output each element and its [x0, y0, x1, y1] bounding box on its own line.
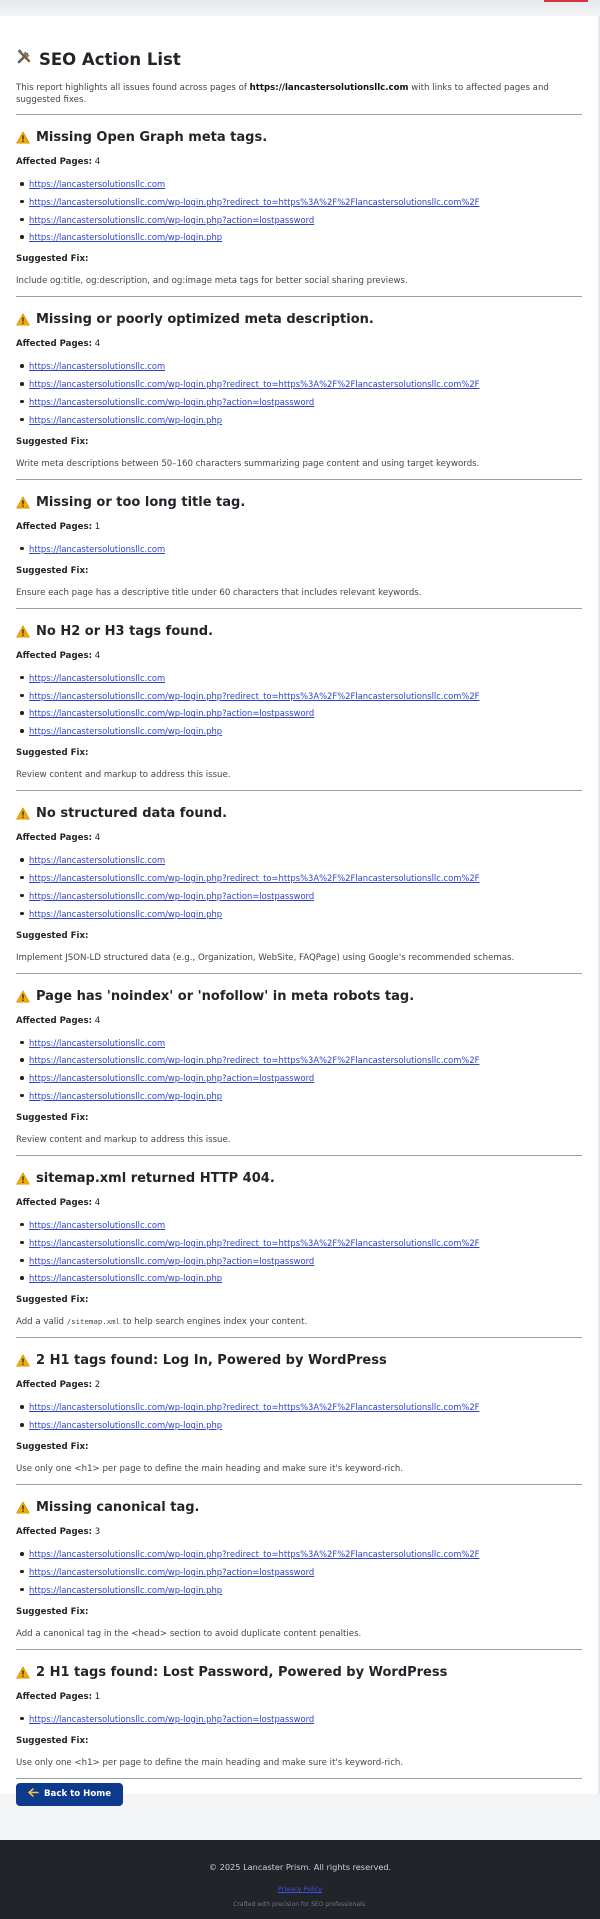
affected-page-list	[16, 1401, 582, 1431]
list-item	[29, 725, 582, 737]
list-item	[29, 854, 582, 866]
list-item	[29, 1090, 582, 1102]
warning-icon	[16, 1172, 30, 1185]
affected-page-link[interactable]: https://lancastersolutionsllc.com/wp-login.php	[29, 1273, 223, 1284]
list-item	[29, 1054, 582, 1066]
affected-pages: Affected Pages: 4	[16, 1197, 101, 1208]
affected-page-link[interactable]: https://lancastersolutionsllc.com	[29, 543, 166, 554]
affected-pages: Affected Pages: 4	[16, 1015, 101, 1026]
affected-count: 4	[94, 1197, 101, 1208]
issue-title: sitemap.xml returned HTTP 404.	[16, 1170, 582, 1187]
list-item	[29, 1072, 582, 1084]
affected-page-link[interactable]: https://lancastersolutionsllc.com/wp-login.php?redirect_to=https%3A%2F%2Flancastersolutionsllc.com%2F	[29, 1549, 480, 1560]
top-accent	[544, 0, 588, 2]
warning-icon	[16, 1354, 30, 1367]
affected-pages: Affected Pages: 2	[16, 1380, 101, 1391]
issue-title: No structured data found.	[16, 805, 582, 822]
list-item	[29, 1237, 582, 1249]
back-to-home-button[interactable]: Back to Home	[16, 1783, 123, 1806]
page-title: SEO Action List	[16, 48, 582, 71]
affected-page-link[interactable]: https://lancastersolutionsllc.com/wp-login.php	[29, 1090, 223, 1101]
affected-page-link[interactable]: https://lancastersolutionsllc.com/wp-login.php?action=lostpassword	[29, 396, 315, 407]
affected-page-link[interactable]: https://lancastersolutionsllc.com/wp-login.php?redirect_to=https%3A%2F%2Flancastersolutionsllc.com%2F	[29, 1402, 480, 1413]
affected-pages: Affected Pages: 4	[16, 157, 101, 167]
affected-page-list	[16, 672, 582, 737]
affected-count: 2	[94, 1380, 101, 1391]
affected-page-list	[16, 1037, 582, 1102]
list-item	[29, 543, 582, 555]
list-item	[29, 196, 582, 208]
back-arrow-icon	[28, 1788, 39, 1800]
affected-count: 4	[94, 339, 101, 350]
affected-page-link[interactable]: https://lancastersolutionsllc.com/wp-login.php?action=lostpassword	[29, 890, 315, 901]
affected-page-link[interactable]: https://lancastersolutionsllc.com/wp-login.php?redirect_to=https%3A%2F%2Flancastersolutionsllc.com%2F	[29, 872, 480, 883]
affected-page-link[interactable]: https://lancastersolutionsllc.com/wp-login.php?redirect_to=https%3A%2F%2Flancastersolutionsllc.com%2F	[29, 1055, 480, 1066]
inline-code: /sitemap.xml	[66, 1317, 121, 1327]
affected-page-link[interactable]: https://lancastersolutionsllc.com	[29, 672, 166, 683]
list-item	[29, 378, 582, 390]
issue-section	[16, 1338, 582, 1485]
suggested-fix-text: Review content and markup to address this issue.	[16, 1134, 231, 1145]
intro-text: This report highlights all issues found across pages of https://lancastersolutionsllc.com with links to affected pages and suggested fixes.	[16, 83, 549, 105]
affected-page-link[interactable]: https://lancastersolutionsllc.com	[29, 361, 166, 372]
issue-section	[16, 297, 582, 479]
affected-count: 4	[94, 833, 101, 844]
affected-pages: Affected Pages: 1	[16, 521, 101, 532]
suggested-fix-text: Include og:title, og:description, and og:image meta tags for better social sharing previews.	[16, 276, 408, 287]
suggested-fix-label: Suggested Fix:	[16, 1735, 89, 1746]
affected-page-link[interactable]: https://lancastersolutionsllc.com/wp-login.php?redirect_to=https%3A%2F%2Flancastersolutionsllc.com%2F	[29, 1237, 480, 1248]
site-footer	[0, 1840, 600, 1919]
issue-title: 2 H1 tags found: Lost Password, Powered by WordPress	[16, 1664, 582, 1681]
affected-page-link[interactable]: https://lancastersolutionsllc.com	[29, 179, 166, 189]
footer-tagline: Crafted with precision for SEO professionals.	[233, 1901, 367, 1908]
suggested-fix-text: Use only one <h1> per page to define the main heading and make sure it's keyword-rich.	[16, 1464, 404, 1475]
suggested-fix-label: Suggested Fix:	[16, 1606, 89, 1617]
affected-page-link[interactable]: https://lancastersolutionsllc.com/wp-login.php	[29, 908, 223, 919]
issue-section	[16, 791, 582, 973]
warning-icon	[16, 131, 30, 144]
warning-icon	[16, 496, 30, 509]
issue-title: Missing or too long title tag.	[16, 494, 582, 511]
affected-page-link[interactable]: https://lancastersolutionsllc.com	[29, 855, 166, 866]
list-item	[29, 414, 582, 426]
issue-title: 2 H1 tags found: Log In, Powered by WordPress	[16, 1352, 582, 1369]
issue-title: Missing canonical tag.	[16, 1499, 582, 1516]
tools-icon	[16, 48, 33, 71]
suggested-fix-text: Implement JSON-LD structured data (e.g., Organization, WebSite, FAQPage) using Google's recommended schemas.	[16, 952, 515, 963]
warning-icon	[16, 1501, 30, 1514]
list-item	[29, 1419, 582, 1431]
affected-page-link[interactable]: https://lancastersolutionsllc.com/wp-login.php?action=lostpassword	[29, 1255, 315, 1266]
affected-page-link[interactable]: https://lancastersolutionsllc.com/wp-login.php?action=lostpassword	[29, 1073, 315, 1084]
affected-pages: Affected Pages: 4	[16, 833, 101, 844]
suggested-fix-label: Suggested Fix:	[16, 1112, 89, 1123]
affected-page-list	[16, 178, 582, 243]
suggested-fix-label: Suggested Fix:	[16, 565, 89, 576]
suggested-fix-label: Suggested Fix:	[16, 930, 89, 941]
warning-icon	[16, 1666, 30, 1679]
affected-count: 1	[94, 1691, 101, 1702]
suggested-fix-text: Review content and markup to address this issue.	[16, 770, 231, 781]
warning-icon	[16, 625, 30, 638]
list-item	[29, 672, 582, 684]
suggested-fix-text: Write meta descriptions between 50–160 characters summarizing page content and using target keywords.	[16, 458, 480, 469]
list-item	[29, 1584, 582, 1596]
affected-count: 4	[94, 650, 101, 661]
top-bar	[0, 0, 600, 16]
issue-section	[16, 609, 582, 791]
issue-section	[16, 480, 582, 609]
affected-count: 3	[94, 1527, 101, 1538]
issue-list	[16, 115, 582, 1779]
suggested-fix-label: Suggested Fix:	[16, 1442, 89, 1453]
list-item	[29, 1548, 582, 1560]
issue-title: No H2 or H3 tags found.	[16, 623, 582, 640]
affected-page-list	[16, 543, 582, 555]
site-domain: https://lancastersolutionsllc.com	[249, 83, 409, 93]
affected-page-link[interactable]: https://lancastersolutionsllc.com/wp-login.php	[29, 1420, 223, 1431]
suggested-fix-label: Suggested Fix:	[16, 748, 89, 759]
list-item	[29, 1255, 582, 1267]
affected-count: 4	[94, 1015, 101, 1026]
affected-page-link[interactable]: https://lancastersolutionsllc.com/wp-login.php?redirect_to=https%3A%2F%2Flancastersolutionsllc.com%2F	[29, 379, 480, 390]
suggested-fix-label: Suggested Fix:	[16, 1295, 89, 1306]
affected-pages: Affected Pages: 4	[16, 339, 101, 350]
affected-pages: Affected Pages: 1	[16, 1691, 101, 1702]
affected-page-link[interactable]: https://lancastersolutionsllc.com/wp-login.php?action=lostpassword	[29, 1713, 315, 1724]
list-item	[29, 214, 582, 226]
suggested-fix-text: Add a canonical tag in the <head> section to avoid duplicate content penalties.	[16, 1628, 362, 1639]
affected-page-link[interactable]: https://lancastersolutionsllc.com/wp-login.php?redirect_to=https%3A%2F%2Flancastersolutionsllc.com%2F	[29, 196, 480, 207]
issue-section	[16, 115, 582, 297]
list-item	[29, 1037, 582, 1049]
footer-copyright: © 2025 Lancaster Prism. All rights reserved.	[208, 1862, 392, 1872]
list-item	[29, 707, 582, 719]
affected-page-list	[16, 1548, 582, 1596]
affected-pages: Affected Pages: 3	[16, 1527, 101, 1538]
affected-count: 4	[94, 157, 101, 167]
affected-page-list	[16, 1713, 582, 1725]
list-item	[29, 1272, 582, 1284]
issue-section	[16, 974, 582, 1156]
list-item	[29, 178, 582, 190]
list-item	[29, 690, 582, 702]
issue-title: Missing Open Graph meta tags.	[16, 129, 582, 146]
issue-section	[16, 1485, 582, 1650]
list-item	[29, 360, 582, 372]
suggested-fix-text: Ensure each page has a descriptive title under 60 characters that includes relevant keywords.	[16, 587, 422, 598]
affected-page-link[interactable]: https://lancastersolutionsllc.com/wp-login.php	[29, 726, 223, 737]
affected-page-link[interactable]: https://lancastersolutionsllc.com/wp-login.php?redirect_to=https%3A%2F%2Flancastersolutionsllc.com%2F	[29, 690, 480, 701]
affected-page-list	[16, 854, 582, 919]
affected-page-link[interactable]: https://lancastersolutionsllc.com/wp-login.php	[29, 414, 223, 425]
affected-page-link[interactable]: https://lancastersolutionsllc.com/wp-login.php?action=lostpassword	[29, 214, 315, 225]
footer-privacy-link[interactable]: Privacy Policy	[277, 1885, 323, 1893]
report-card	[0, 16, 598, 1800]
list-item	[29, 231, 582, 243]
divider	[16, 1778, 582, 1779]
list-item	[29, 396, 582, 408]
affected-page-link[interactable]: https://lancastersolutionsllc.com	[29, 1219, 166, 1230]
list-item	[29, 1401, 582, 1413]
issue-section	[16, 1650, 582, 1779]
affected-pages: Affected Pages: 4	[16, 650, 101, 661]
affected-page-link[interactable]: https://lancastersolutionsllc.com	[29, 1037, 166, 1048]
affected-page-link[interactable]: https://lancastersolutionsllc.com/wp-login.php?action=lostpassword	[29, 1566, 315, 1577]
warning-icon	[16, 807, 30, 820]
suggested-fix-text: Use only one <h1> per page to define the main heading and make sure it's keyword-rich.	[16, 1757, 404, 1768]
affected-count: 1	[94, 521, 101, 532]
list-item	[29, 908, 582, 920]
affected-page-link[interactable]: https://lancastersolutionsllc.com/wp-login.php	[29, 1584, 223, 1595]
affected-page-link[interactable]: https://lancastersolutionsllc.com/wp-login.php?action=lostpassword	[29, 708, 315, 719]
list-item	[29, 1566, 582, 1578]
list-item	[29, 872, 582, 884]
issue-section	[16, 1156, 582, 1338]
suggested-fix-label: Suggested Fix:	[16, 436, 89, 447]
affected-page-list	[16, 360, 582, 425]
warning-icon	[16, 990, 30, 1003]
list-item	[29, 890, 582, 902]
suggested-fix-text: Add a valid /sitemap.xml to help search engines index your content.	[16, 1317, 308, 1328]
warning-icon	[16, 313, 30, 326]
list-item	[29, 1219, 582, 1231]
affected-page-list	[16, 1219, 582, 1284]
list-item	[29, 1713, 582, 1725]
suggested-fix-label: Suggested Fix:	[16, 254, 89, 265]
issue-title: Page has 'noindex' or 'nofollow' in meta robots tag.	[16, 988, 582, 1005]
affected-page-link[interactable]: https://lancastersolutionsllc.com/wp-login.php	[29, 232, 223, 243]
issue-title: Missing or poorly optimized meta description.	[16, 311, 582, 328]
